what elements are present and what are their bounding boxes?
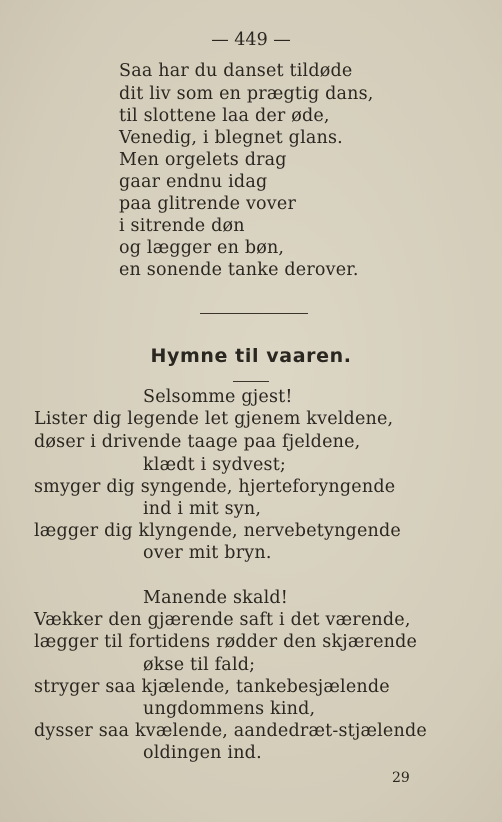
verse-line: Manende skald! [143,588,289,608]
verse-line: Selsomme gjest! [143,387,293,407]
verse-line: i sitrende døn [119,216,245,236]
verse-line: Vækker den gjærende saft i det værende, [34,610,411,630]
verse-line: dysser saa kvælende, aandedræt-stjælende [34,721,427,741]
verse-line: paa glitrende vover [119,194,297,214]
verse-line: oldingen ind. [143,743,262,763]
verse-line: og lægger en bøn, [119,238,285,258]
verse-line: til slottene laa der øde, [119,106,330,126]
verse-line: døser i drivende taage paa fjeldene, [34,432,361,452]
verse-line: gaar endnu idag [119,172,268,192]
printer-signature: 29 [392,770,410,786]
verse-line: Men orgelets drag [119,150,287,170]
section-divider [200,313,308,314]
verse-line: lægger til fortidens rødder den skjærende [34,632,418,652]
poem-title: Hymne til vaaren. [150,345,352,367]
page-number: — 449 — [211,30,291,50]
verse-line: en sonende tanke derover. [119,260,359,280]
verse-line: Lister dig legende let gjenem kveldene, [34,409,394,429]
title-underline [233,381,269,382]
verse-line: stryger saa kjælende, tankebesjælende [34,677,390,697]
verse-line: Venedig, i blegnet glans. [119,128,343,148]
verse-line: Saa har du danset tildøde [119,61,353,81]
verse-line: over mit bryn. [143,543,272,563]
verse-line: lægger dig klyngende, nervebetyngende [34,521,401,541]
verse-line: ungdommens kind, [143,699,316,719]
verse-line: smyger dig syngende, hjerteforyngende [34,477,396,497]
verse-line: klædt i sydvest; [143,455,287,475]
verse-line: økse til fald; [143,655,256,675]
verse-line: ind i mit syn, [143,499,262,519]
verse-line: dit liv som en prægtig dans, [119,84,374,104]
